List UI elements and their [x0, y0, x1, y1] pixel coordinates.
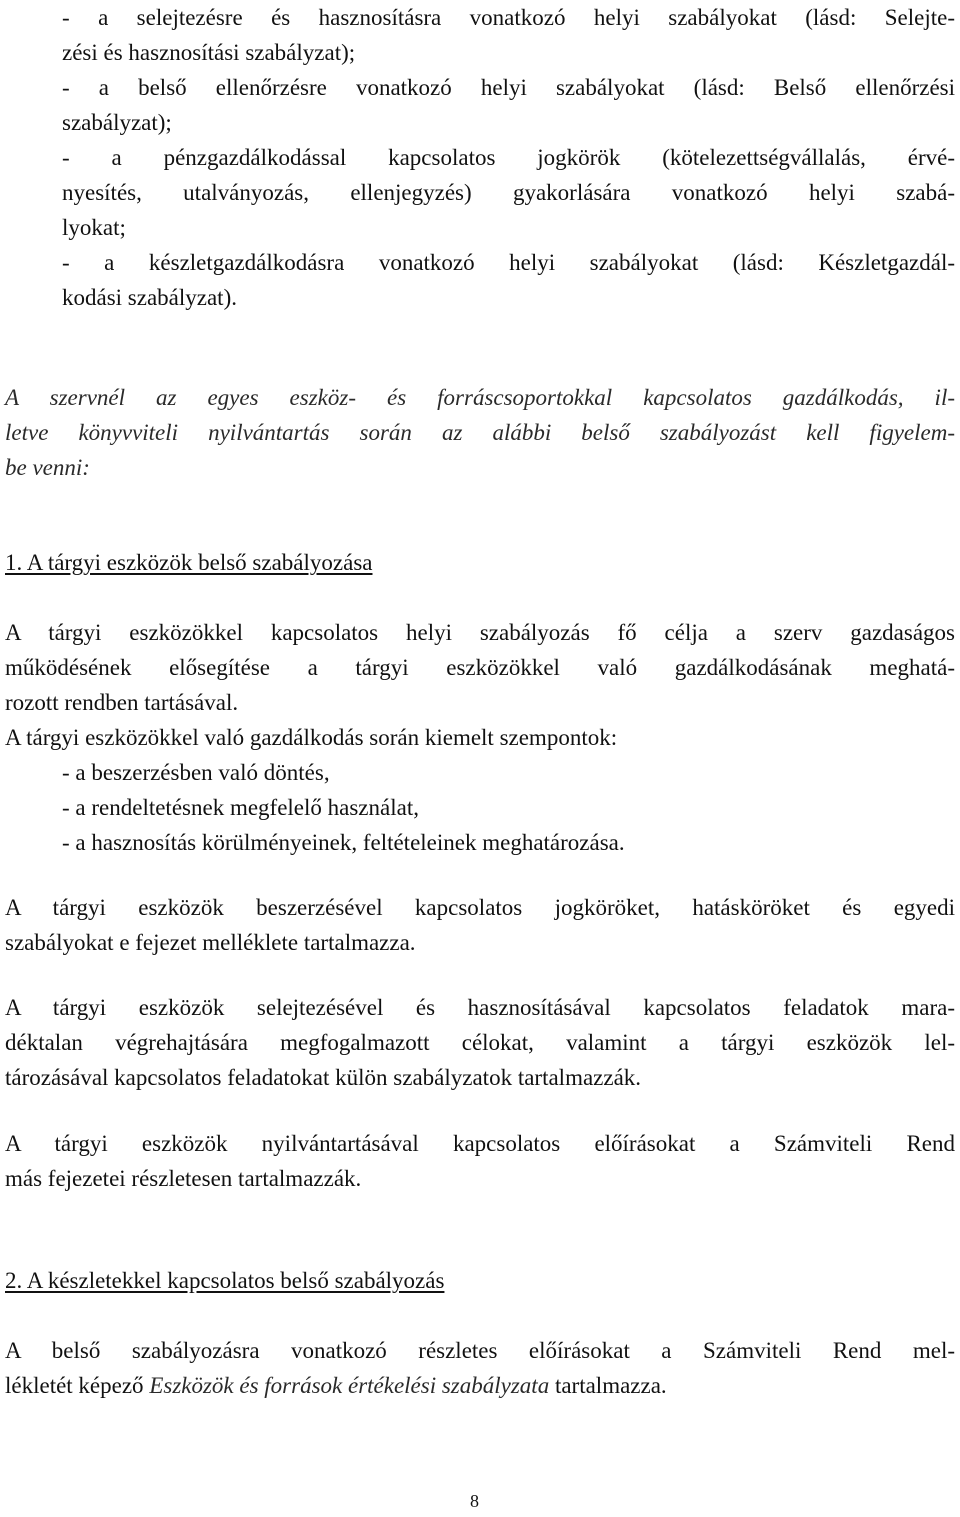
list-line: kodási szabályzat). [62, 285, 237, 310]
intro-line: letve könyvviteli nyilvántartás során az alábbi belső szabályozást kell figyelem- [5, 420, 955, 445]
paragraph-line: A tárgyi eszközökkel kapcsolatos helyi szabályozás fő célja a szerv gazdaságos [5, 620, 955, 645]
list-line: lyokat; [62, 215, 126, 240]
paragraph-line: tározásával kapcsolatos feladatokat külön szabályzatok tartalmazzák. [5, 1065, 642, 1090]
paragraph-line: A tárgyi eszközök selejtezésével és hasznosításával kapcsolatos feladatok mara- [5, 995, 955, 1020]
list-line: szabályzat); [62, 110, 172, 135]
paragraph-line: működésének elősegítése a tárgyi eszközökkel való gazdálkodásának meghatá- [5, 655, 955, 680]
list-line: - a selejtezésre és hasznosításra vonatkozó helyi szabályokat (lásd: Selejte- [62, 5, 955, 30]
paragraph-line: A belső szabályozásra vonatkozó részletes előírásokat a Számviteli Rend mel- [5, 1338, 955, 1363]
paragraph-line: déktalan végrehajtására megfogalmazott célokat, valamint a tárgyi eszközök lel- [5, 1030, 955, 1055]
paragraph-line-mixed [5, 1371, 667, 1401]
list-line: - a készletgazdálkodásra vonatkozó helyi szabályokat (lásd: Készletgazdál- [62, 250, 955, 275]
paragraph-line: más fejezetei részletesen tartalmazzák. [5, 1166, 362, 1191]
list-line: nyesítés, utalványozás, ellenjegyzés) gyakorlására vonatkozó helyi szabá- [62, 180, 955, 205]
page-number: 8 [470, 1491, 479, 1511]
section-heading-2: 2. A készletekkel kapcsolatos belső szabályozás [5, 1268, 445, 1293]
intro-line: be venni: [5, 455, 90, 480]
text-segment: lékletét képező [5, 1373, 150, 1398]
paragraph-line: A tárgyi eszközökkel való gazdálkodás során kiemelt szempontok: [5, 725, 618, 750]
paragraph-line: A tárgyi eszközök nyilvántartásával kapcsolatos előírásokat a Számviteli Rend [5, 1131, 955, 1156]
list-line: - a pénzgazdálkodással kapcsolatos jogkörök (kötelezettségvállalás, érvé- [62, 145, 955, 170]
list-line: zési és hasznosítási szabályzat); [62, 40, 356, 65]
intro-line: A szervnél az egyes eszköz- és forráscsoportokkal kapcsolatos gazdálkodás, il- [5, 385, 955, 410]
document-title-italic: Eszközök és források értékelési szabályzata [149, 1373, 550, 1398]
list-item: - a rendeltetésnek megfelelő használat, [62, 795, 419, 820]
list-item: - a beszerzésben való döntés, [62, 760, 330, 785]
paragraph-line: rozott rendben tartásával. [5, 690, 239, 715]
text-segment: tartalmazza. [549, 1373, 667, 1398]
list-item: - a hasznosítás körülményeinek, feltételeinek meghatározása. [62, 830, 625, 855]
paragraph-line: A tárgyi eszközök beszerzésével kapcsolatos jogköröket, hatásköröket és egyedi [5, 895, 955, 920]
section-heading-1: 1. A tárgyi eszközök belső szabályozása [5, 550, 373, 575]
list-line: - a belső ellenőrzésre vonatkozó helyi szabályokat (lásd: Belső ellenőrzési [62, 75, 955, 100]
paragraph-line: szabályokat e fejezet melléklete tartalmazza. [5, 930, 416, 955]
